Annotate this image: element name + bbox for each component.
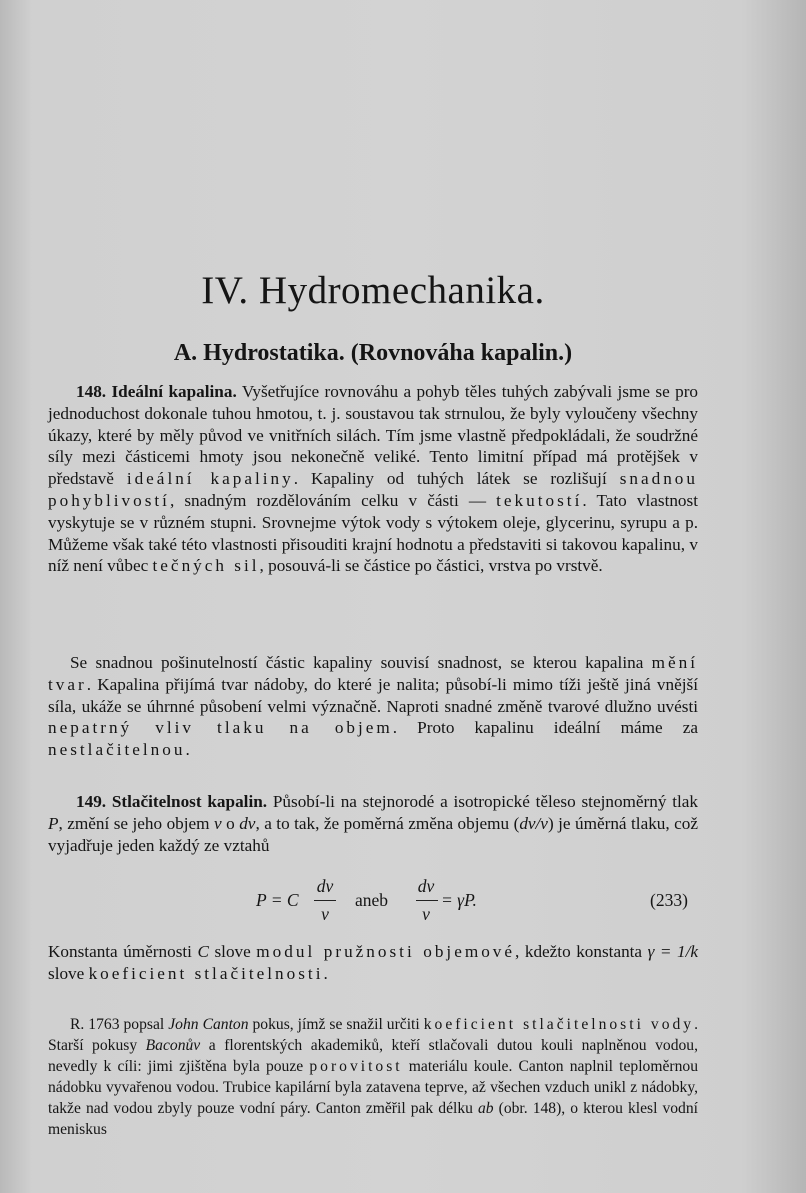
text: , snadným rozdělováním celku v části — — [169, 490, 497, 510]
text: . — [185, 740, 190, 760]
person-name: John Canton — [168, 1016, 249, 1033]
paragraph-5-small — [48, 1014, 698, 1140]
emphasis: tečných sil — [152, 556, 260, 576]
text: , změní se jeho objem — [58, 813, 215, 833]
heading-149: 149. Stlačitelnost kapalin. — [76, 792, 268, 811]
math: dv — [239, 813, 256, 833]
fraction-bar — [416, 900, 438, 901]
text: , a to tak, že poměrná změna objemu ( — [255, 813, 520, 833]
math: C — [197, 942, 209, 961]
text: . Tato vlastnost vyskytuje se v různém stupni. Srovnejme výtok vody s výtokem oleje, glycerinu, syrupu a p. Můžeme však také této vlastnosti přisouditi krajní hodnotu a představiti si takovou kapalinu, v níž není vůbec — [48, 490, 698, 576]
emphasis: tekutostí — [496, 490, 583, 510]
text: Vyšetřujíce rovnováhu a pohyb těles tuhých zabývali jsme se pro jednoduchost dokonale tuhou hmotou, t. j. soustavou tak strnulou, že byly vyloučeny všechny úkazy, které by měly původ ve vnitřních silách. Tím jsme vlastně předpokládali, že soudržné síly mezi částicemi hmoty jsou nekonečně veliké. Tento limitní případ má protějšek v představě — [48, 382, 699, 489]
fraction-bar — [314, 900, 336, 901]
emphasis: modul pružnosti objemové — [256, 942, 516, 961]
eq-number: (233) — [650, 890, 688, 910]
text: . Proto kapalinu ideální máme za — [392, 718, 699, 738]
heading-148: 148. Ideální kapalina. — [76, 382, 237, 401]
emphasis: snadnou pohyblivostí — [48, 469, 698, 510]
text: Konstanta úměrnosti — [48, 942, 198, 961]
paragraph-2 — [48, 652, 698, 761]
text: a florentských akademiků, kteří stlačovali dutou kouli naplněnou vodou, nevedly k cíli: jimi zjištěna byla pouze — [48, 1037, 698, 1075]
text: . Kapalina přijímá tvar nádoby, do které je nalita; působí-li mimo tíži ještě jiná vnější síla, ukáže se úhrnné působení velmi význačně. Naproti snadné změně tvarové dlužno uvésti — [48, 674, 698, 716]
paragraph-149 — [48, 791, 698, 856]
emphasis: nepatrný vliv tlaku na objem — [48, 718, 393, 738]
math: γ = 1/k — [647, 942, 699, 961]
text: , posouvá-li se částice po částici, vrstva po vrstvě. — [259, 556, 603, 576]
text: . — [323, 963, 328, 983]
emphasis: mění tvar — [48, 653, 698, 694]
emphasis: koeficient stlačitelnosti — [88, 963, 324, 983]
text: Působí-li na stejnorodé a isotropické těleso stejnoměrný tlak — [267, 792, 698, 811]
math: v — [214, 813, 222, 833]
text: . Starší pokusy — [48, 1016, 699, 1054]
eq-aneb: aneb — [355, 890, 389, 910]
math: P — [48, 813, 59, 833]
eq-num-1: dv — [316, 876, 334, 896]
chapter-title: IV. Hydromechanika. — [201, 269, 545, 312]
text: slove — [208, 942, 257, 961]
equation-233 — [48, 872, 698, 934]
text: . Kapaliny od tuhých látek se rozlišují — [293, 469, 620, 489]
text: (obr. 148), o kterou klesl vodní meniskus — [48, 1100, 698, 1138]
section-title: A. Hydrostatika. (Rovnováha kapalin.) — [173, 340, 573, 366]
text: materiálu koule. Canton naplnil teploměrnou nádobku vyvařenou vodou. Trubice kapilární byla zatavena teprve, až všechen vzduch unikl z nádobky, takže nad vodou zbyly pouze vodní páry. Canton změřil pak délku — [48, 1058, 698, 1117]
text: o — [221, 813, 240, 833]
emphasis: ideální kapaliny — [126, 469, 294, 489]
eq-num-2: dv — [417, 876, 435, 896]
text: R. 1763 popsal — [70, 1016, 169, 1033]
paragraph-4 — [48, 941, 698, 985]
text: , kdežto konstanta — [515, 942, 648, 961]
paragraph-148 — [48, 381, 698, 577]
eq-rhs: = γP. — [441, 890, 477, 910]
text: Se snadnou pošinutelností částic kapaliny souvisí snadnost, se kterou kapalina — [70, 653, 652, 672]
eq-den-1: v — [321, 904, 329, 924]
math: ab — [477, 1100, 494, 1117]
text: ) je úměrná tlaku, což vyjadřuje jeden každý ze vztahů — [48, 813, 699, 855]
person-name: Baconův — [145, 1037, 201, 1054]
text: slove — [48, 963, 89, 983]
emphasis: porovitost — [309, 1058, 403, 1075]
eq-den-2: v — [422, 904, 430, 924]
emphasis: nestlačitelnou — [48, 740, 186, 760]
eq-lhs: P = C — [256, 890, 299, 910]
emphasis: koeficient stlačitelnosti vody — [423, 1016, 695, 1033]
text: pokus, jímž se snažil určiti — [248, 1016, 424, 1033]
math: dv/v — [519, 813, 548, 833]
